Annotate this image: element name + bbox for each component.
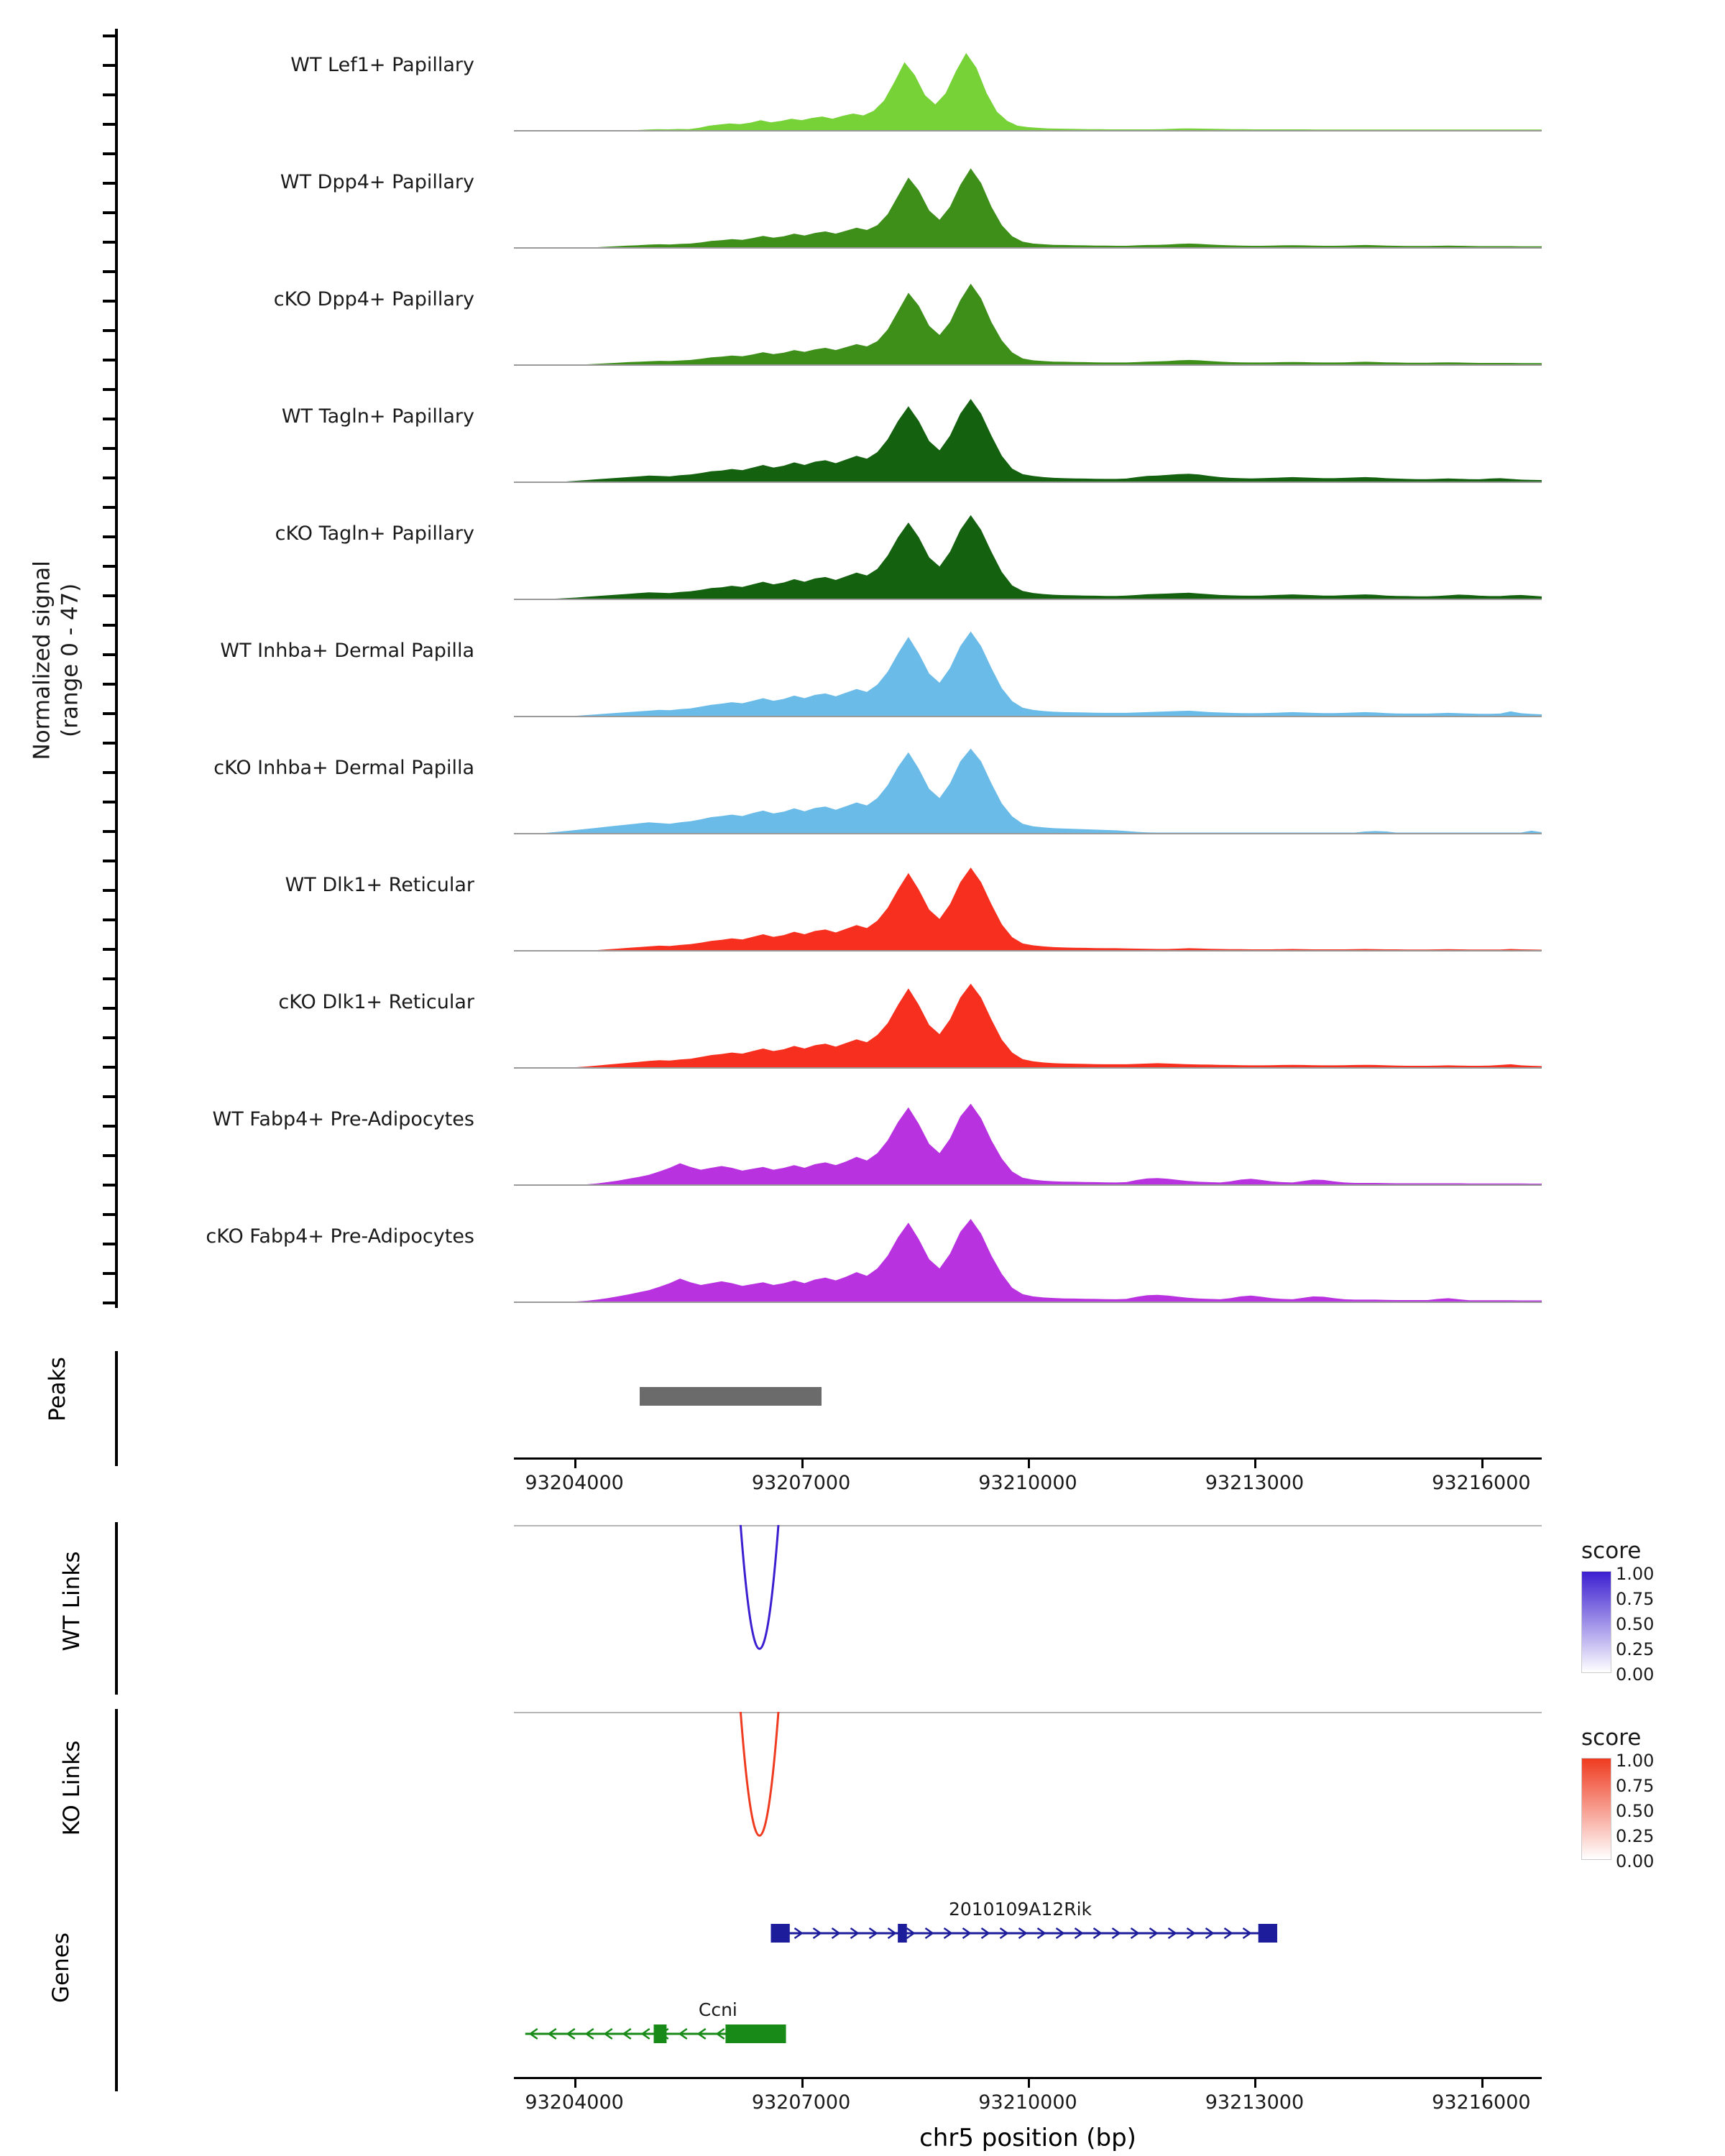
legend-tick-label: 0.00 [1616,1664,1655,1685]
legend-tick-label: 1.00 [1616,1564,1655,1584]
coverage-track-baseline [514,950,1542,952]
coverage-track [0,728,1725,845]
x-axis-title: chr5 position (bp) [919,2124,1136,2152]
coverage-track-label: WT Tagln+ Papillary [281,405,474,428]
x-axis-tick-label: 93213000 [1205,2091,1305,2114]
wt-links-arcs [514,1516,1542,1696]
coverage-track [0,377,1725,494]
legend-tick-label: 0.25 [1616,1639,1655,1659]
x-axis-tick [1254,2079,1256,2088]
x-axis-tick-label: 93207000 [751,2091,851,2114]
coverage-track-baseline [514,364,1542,366]
coverage-track-baseline [514,1302,1542,1303]
coverage-track [0,494,1725,611]
ko-legend-title: score [1581,1725,1642,1751]
ko-links-panel-label: KO Links [59,1740,85,1836]
coverage-track-label: WT Dlk1+ Reticular [285,874,474,896]
coverage-track [0,611,1725,728]
wt-links-score-legend [1581,1538,1725,1685]
legend-tick-label: 0.50 [1616,1801,1655,1821]
coverage-track-label: WT Lef1+ Papillary [290,54,474,76]
coverage-track-baseline [514,1067,1542,1069]
x-axis-tick-label: 93216000 [1432,1472,1531,1494]
peaks-panel-label: Peaks [45,1357,70,1422]
ko-legend-colorbar [1581,1758,1611,1860]
coverage-track-baseline [514,482,1542,483]
ko-links-panel [0,1703,1725,1890]
x-axis-tick-label: 93216000 [1432,2091,1531,2114]
gene-name-label: Ccni [698,1999,737,2020]
wt-links-panel [0,1516,1725,1703]
coverage-track-label: WT Fabp4+ Pre-Adipocytes [212,1108,474,1130]
genes-panel [0,1869,1725,2156]
x-axis-tick-label: 93204000 [525,1472,624,1494]
wt-legend-title: score [1581,1538,1642,1564]
x-axis-tick [1028,2079,1030,2088]
coverage-track-label: cKO Dpp4+ Papillary [273,288,474,310]
coverage-track-baseline [514,1184,1542,1186]
x-axis-tick-label: 93204000 [525,2091,624,2114]
coverage-track-baseline [514,833,1542,834]
y-axis-title-line2: (range 0 - 47) [57,583,83,737]
coverage-track [0,142,1725,259]
legend-tick-label: 0.75 [1616,1776,1655,1796]
wt-links-axis-line [115,1522,118,1695]
ko-links-arcs [514,1703,1542,1883]
x-axis-bottom [0,1869,1725,2156]
coverage-track-label: WT Dpp4+ Papillary [280,171,474,193]
coverage-track-baseline [514,599,1542,600]
legend-tick-label: 0.00 [1616,1851,1655,1871]
coverage-track-label: WT Inhba+ Dermal Papilla [220,640,474,662]
coverage-track-label: cKO Inhba+ Dermal Papilla [213,757,474,779]
y-axis-title-line1: Normalized signal [29,561,55,760]
coverage-track [0,1197,1725,1314]
peaks-panel [0,1344,1725,1473]
x-axis-tick [574,2079,576,2088]
x-axis-tick [801,2079,804,2088]
coverage-track [0,25,1725,142]
coverage-track [0,962,1725,1079]
legend-tick-label: 0.25 [1616,1826,1655,1846]
coverage-track-label: cKO Dlk1+ Reticular [278,991,474,1013]
coverage-track [0,1079,1725,1197]
x-axis-tick-label: 93210000 [978,1472,1077,1494]
peak-region [640,1387,822,1406]
ko-links-axis-line [115,1709,118,1881]
coverage-track [0,845,1725,962]
ko-legend-tick-labels [1616,1751,1724,1871]
x-axis-tick-label: 93213000 [1205,1472,1305,1494]
coverage-track-baseline [514,130,1542,132]
peaks-axis-line [115,1351,118,1466]
x-axis-tick-label: 93207000 [751,1472,851,1494]
wt-legend-tick-labels [1616,1564,1724,1685]
legend-tick-label: 1.00 [1616,1751,1655,1771]
ko-links-score-legend [1581,1725,1725,1871]
coverage-track [0,259,1725,377]
wt-legend-colorbar [1581,1571,1611,1673]
legend-tick-label: 0.50 [1616,1614,1655,1634]
legend-tick-label: 0.75 [1616,1589,1655,1609]
coverage-track-baseline [514,247,1542,249]
coverage-track-label: cKO Fabp4+ Pre-Adipocytes [206,1225,474,1248]
x-axis-tick [1481,2079,1484,2088]
coverage-track-baseline [514,716,1542,717]
gene-name-label: 2010109A12Rik [948,1899,1092,1920]
wt-links-panel-label: WT Links [59,1551,85,1651]
coverage-track-label: cKO Tagln+ Papillary [275,522,474,545]
genes-panel-label: Genes [48,1932,74,2003]
x-axis-tick-label: 93210000 [978,2091,1077,2114]
